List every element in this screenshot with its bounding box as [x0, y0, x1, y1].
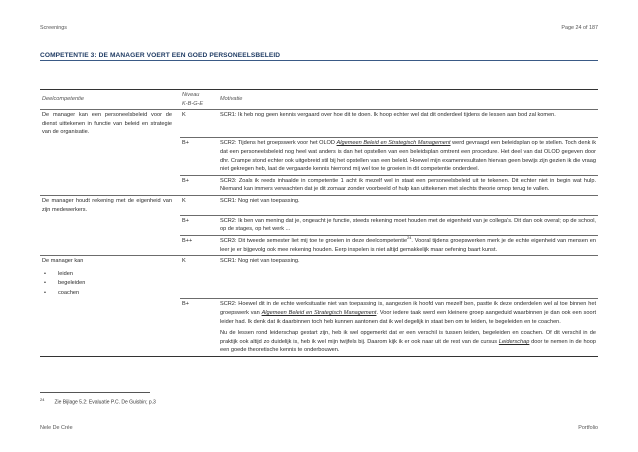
motivation-cell: SCR3: Dit tweede semester liet mij toe te groeien in deze deelcompetentie$^{24}$. Vooral tijdens groepswerken merk je de echte eigenheid van mensen en leer je er bijgevolg ook mee rekening houden. Eerp inspelen is niet altijd gemakkelijk maar oefening baart kunst.	[218, 235, 598, 255]
bullet-icon: •	[44, 280, 46, 287]
bullet-icon: •	[44, 289, 46, 296]
bullet-icon: •	[44, 270, 46, 277]
level-cell: B+	[180, 138, 218, 175]
level-cell: K	[180, 256, 218, 299]
competence-table	[40, 89, 598, 357]
col-niveau	[180, 90, 218, 110]
motivation-cell: SCR2: Tijdens het groepswerk voor het OLOD Algemeen Beleid en Strategisch Management werd gevraagd een beleidsplan op te stellen. Toch denk ik dat een personeelsbeleid nog heel wat anders is dan het opstellen van een beleidsplan omtrent een procedure. Het deel van dat OLOD gegeven door dhr. Crampe stond echter ook uitgebreid stil bij het opstellen van een beleid. Hoewel mijn examenresultaten hiervan geen bewijs zijn gezien ik die vraag niet gekregen heb, laat de vergaarde kennis hierrond mij wel toe te groeien in dit competentie onderdeel.	[218, 138, 598, 175]
competence-cell: De manager kan • leiden • begeleiden • coachen	[40, 256, 180, 299]
competence-bullets	[42, 270, 172, 298]
footnote-number: 24	[40, 397, 45, 402]
table-row	[40, 215, 598, 235]
table-row	[40, 138, 598, 175]
section-title: COMPETENTIE 3: DE MANAGER VOERT EEN GOED PERSONEELSBELEID	[40, 52, 281, 59]
title-divider	[40, 60, 598, 61]
col-deelcompetentie: Deelcompetentie	[40, 90, 180, 110]
col-niveau-line2: K-B-G-E	[182, 100, 204, 107]
table-header-row	[40, 90, 598, 110]
footer-label: Portfolio	[578, 425, 598, 431]
level-cell: B+	[180, 215, 218, 235]
page-number: Page 24 of 187	[561, 25, 598, 31]
competence-cell: De manager houdt rekening met de eigenheid van zijn medewerkers.	[40, 196, 180, 216]
col-motivatie: Motivatie	[218, 90, 598, 110]
list-item: • leiden	[44, 270, 172, 279]
course-reference: Leiderschap	[498, 338, 530, 345]
motivation-cell: SCR1: Nog niet van toepassing.	[218, 196, 598, 216]
footnote-text: Zie Bijlage 5.2: Evaluatie P.C. De Guisbin; p.3	[54, 399, 156, 406]
list-item: • begeleiden	[44, 279, 172, 288]
header-left: Screenings	[40, 25, 67, 31]
level-cell: B+	[180, 299, 218, 357]
table-row	[40, 110, 598, 138]
table-row	[40, 196, 598, 216]
level-cell: B++	[180, 235, 218, 255]
footer-author: Nele De Crée	[40, 425, 73, 431]
list-item: • coachen	[44, 289, 172, 298]
footnote-divider	[40, 392, 150, 393]
level-cell: K	[180, 110, 218, 138]
motivation-cell: SCR3: Zoals ik reeds inhaalde in competentie 1 acht ik mezelf wel in staat een personeelsbeleid uit te tekenen. Dit echter niet in begin wat hulp. Niemand kan immers verwachten dat je dit zomaar zonder voorbeeld of hulp kan uittekenen met slechts theorie omop terug te vallen.	[218, 175, 598, 195]
level-cell: K	[180, 196, 218, 216]
motivation-cell: SCR2: Hoewel dit in de echte werksituatie niet van toepassing is, aangezien ik hoofd van mezelf ben, pastte ik deze onderdelen wel al toe binnen het groepswerk van Algemeen Beleid en Strategisch Management. Voor iedere taak werd een kleinere groep aangeduid waarbinnen je dan ook een soort leider had. Ik denk dat ik daarbinnen toch heb kunnen aantonen dat ik wel degelijk in staat ben om te leiden, te begeleiden en te coachen. Nu de lessen rond leiderschap gestart zijn, heb ik wel opgemerkt dat er een verschil is tussen leiden, begeleiden en coachen. Of dit verschil in de praktijk ook altijd zo duidelijk is, heb ik wel mijn twijfels bij. Daarom kijk ik er ook naar uit de rest van de cursus Leiderschap door te nemen in de hoop een goede theoretische kennis te onderbouwen.	[218, 299, 598, 357]
footnote-ref[interactable]: 24	[407, 236, 412, 241]
course-reference: Algemeen Beleid en Strategisch Management	[336, 140, 451, 147]
table-row	[40, 256, 598, 299]
motivation-cell: SCR1: Ik heb nog geen kennis vergaard over hoe dit te doen. Ik hoop echter wel dat dit onderdeel tijdens de lessen aan bod zal komen.	[218, 110, 598, 138]
table-row	[40, 175, 598, 195]
table-row	[40, 235, 598, 255]
course-reference: Algemeen Beleid en Strategisch Management	[261, 310, 377, 316]
motivation-cell: SCR1: Nog niet van toepassing.	[218, 256, 598, 299]
competence-cell: De manager kan een personeelsbeleid voor de dienst uittekenen in functie van beleid en strategie van de organisatie.	[40, 110, 180, 138]
col-niveau-line1: Niveau	[182, 92, 200, 98]
motivation-cell: SCR2: Ik ben van mening dat je, ongeacht je functie, steeds rekening moet houden met de eigenheid van je collega's. Dit dan ook overal; op de school, op de stages, op het werk ...	[218, 215, 598, 235]
footnote	[40, 397, 156, 406]
table-row	[40, 299, 598, 357]
level-cell: B+	[180, 175, 218, 195]
